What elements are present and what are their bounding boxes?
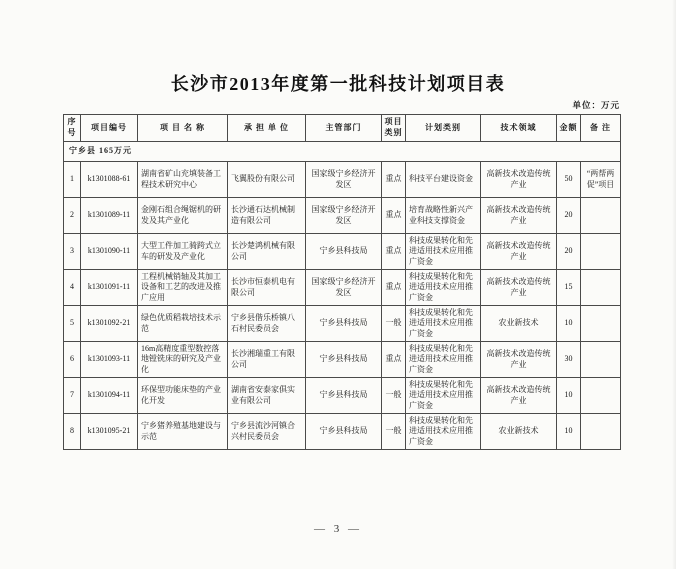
header-unit: 承 担 单 位 <box>228 115 306 142</box>
cell-unit: 宁乡县流沙河镇合兴村民委员会 <box>228 414 306 450</box>
cell-amount: 15 <box>557 270 581 306</box>
header-note: 备 注 <box>581 115 621 142</box>
cell-seq: 5 <box>64 306 81 342</box>
cell-code: k1301095-21 <box>81 414 138 450</box>
cell-name: 宁乡猪养殖基地建设与示范 <box>138 414 228 450</box>
cell-field: 高新技术改造传统产业 <box>481 198 557 234</box>
table-row <box>64 378 621 414</box>
header-amount: 金额 <box>557 115 581 142</box>
cell-plan: 科技成果转化和先进适用技术应用推广资金 <box>406 270 481 306</box>
cell-unit: 长沙湘瑞重工有限公司 <box>228 342 306 378</box>
cell-note <box>581 198 621 234</box>
cell-category: 重点 <box>382 342 406 378</box>
cell-category: 重点 <box>382 270 406 306</box>
cell-category: 一般 <box>382 378 406 414</box>
cell-plan: 培育战略性新兴产业科技支撑资金 <box>406 198 481 234</box>
header-dept: 主管部门 <box>306 115 382 142</box>
cell-seq: 8 <box>64 414 81 450</box>
cell-unit: 飞翼股份有限公司 <box>228 162 306 198</box>
cell-name: 工程机械销轴及其加工设备和工艺的改进及推广应用 <box>138 270 228 306</box>
cell-code: k1301091-11 <box>81 270 138 306</box>
cell-seq: 7 <box>64 378 81 414</box>
cell-name: 16m高精度重型数控落地镗铣床的研究及产业化 <box>138 342 228 378</box>
table-row <box>64 306 621 342</box>
cell-amount: 10 <box>557 306 581 342</box>
page-number: — 3 — <box>314 523 362 535</box>
cell-amount: 20 <box>557 234 581 270</box>
cell-plan: 科技成果转化和先进适用技术应用推广资金 <box>406 234 481 270</box>
cell-seq: 1 <box>64 162 81 198</box>
cell-name: 大型工件加工骑跨式立车的研发及产业化 <box>138 234 228 270</box>
cell-note <box>581 306 621 342</box>
cell-category: 一般 <box>382 306 406 342</box>
cell-name: 金刚石组合绳锯机的研发及其产业化 <box>138 198 228 234</box>
group-row-ningxiang <box>64 142 621 162</box>
cell-category: 重点 <box>382 162 406 198</box>
cell-amount: 10 <box>557 378 581 414</box>
cell-unit: 宁乡县偕乐桥镇八石村民委员会 <box>228 306 306 342</box>
cell-code: k1301089-11 <box>81 198 138 234</box>
cell-plan: 科技成果转化和先进适用技术应用推广资金 <box>406 342 481 378</box>
cell-dept: 宁乡县科技局 <box>306 378 382 414</box>
cell-note <box>581 270 621 306</box>
table-row <box>64 414 621 450</box>
cell-field: 高新技术改造传统产业 <box>481 234 557 270</box>
cell-amount: 10 <box>557 414 581 450</box>
cell-seq: 6 <box>64 342 81 378</box>
cell-code: k1301093-11 <box>81 342 138 378</box>
cell-note <box>581 342 621 378</box>
cell-plan: 科技成果转化和先进适用技术应用推广资金 <box>406 306 481 342</box>
header-category: 项目类别 <box>382 115 406 142</box>
cell-plan: 科技成果转化和先进适用技术应用推广资金 <box>406 378 481 414</box>
cell-unit: 湖南省安泰家俱实业有限公司 <box>228 378 306 414</box>
cell-dept: 宁乡县科技局 <box>306 306 382 342</box>
cell-category: 一般 <box>382 414 406 450</box>
unit-note: 单位：万元 <box>572 100 620 110</box>
cell-note <box>581 414 621 450</box>
cell-dept: 国家级宁乡经济开发区 <box>306 162 382 198</box>
header-seq: 序号 <box>64 115 81 142</box>
group-label: 宁乡县 165万元 <box>64 142 621 162</box>
cell-unit: 长沙楚鸿机械有限公司 <box>228 234 306 270</box>
header-code: 项目编号 <box>81 115 138 142</box>
cell-field: 农业新技术 <box>481 414 557 450</box>
table-row <box>64 162 621 198</box>
cell-field: 高新技术改造传统产业 <box>481 342 557 378</box>
cell-plan: 科技平台建设资金 <box>406 162 481 198</box>
table-row <box>64 342 621 378</box>
table-row <box>64 234 621 270</box>
header-field: 技术领域 <box>481 115 557 142</box>
cell-dept: 宁乡县科技局 <box>306 234 382 270</box>
cell-plan: 科技成果转化和先进适用技术应用推广资金 <box>406 414 481 450</box>
cell-dept: 宁乡县科技局 <box>306 414 382 450</box>
cell-code: k1301094-11 <box>81 378 138 414</box>
cell-dept: 国家级宁乡经济开发区 <box>306 198 382 234</box>
cell-unit: 长沙市恒泰机电有限公司 <box>228 270 306 306</box>
cell-code: k1301088-61 <box>81 162 138 198</box>
cell-code: k1301092-21 <box>81 306 138 342</box>
cell-amount: 20 <box>557 198 581 234</box>
cell-name: 环保型功能床垫的产业化开发 <box>138 378 228 414</box>
cell-field: 高新技术改造传统产业 <box>481 378 557 414</box>
cell-code: k1301090-11 <box>81 234 138 270</box>
cell-dept: 国家级宁乡经济开发区 <box>306 270 382 306</box>
cell-note <box>581 378 621 414</box>
cell-note: “两帮两促”项目 <box>581 162 621 198</box>
table-row <box>64 198 621 234</box>
cell-amount: 50 <box>557 162 581 198</box>
cell-category: 重点 <box>382 198 406 234</box>
table-header-row <box>64 115 621 142</box>
cell-name: 绿色优质稻栽培技术示范 <box>138 306 228 342</box>
cell-field: 农业新技术 <box>481 306 557 342</box>
cell-field: 高新技术改造传统产业 <box>481 162 557 198</box>
cell-seq: 3 <box>64 234 81 270</box>
table-row <box>64 270 621 306</box>
cell-note <box>581 234 621 270</box>
header-plan: 计划类别 <box>406 115 481 142</box>
cell-category: 重点 <box>382 234 406 270</box>
cell-seq: 4 <box>64 270 81 306</box>
cell-name: 湖南省矿山充填装备工程技术研究中心 <box>138 162 228 198</box>
cell-amount: 30 <box>557 342 581 378</box>
cell-dept: 宁乡县科技局 <box>306 342 382 378</box>
projects-table <box>63 114 621 450</box>
cell-field: 高新技术改造传统产业 <box>481 270 557 306</box>
header-name: 项 目 名 称 <box>138 115 228 142</box>
cell-seq: 2 <box>64 198 81 234</box>
cell-unit: 长沙通石达机械制造有限公司 <box>228 198 306 234</box>
page-title: 长沙市2013年度第一批科技计划项目表 <box>170 74 506 94</box>
